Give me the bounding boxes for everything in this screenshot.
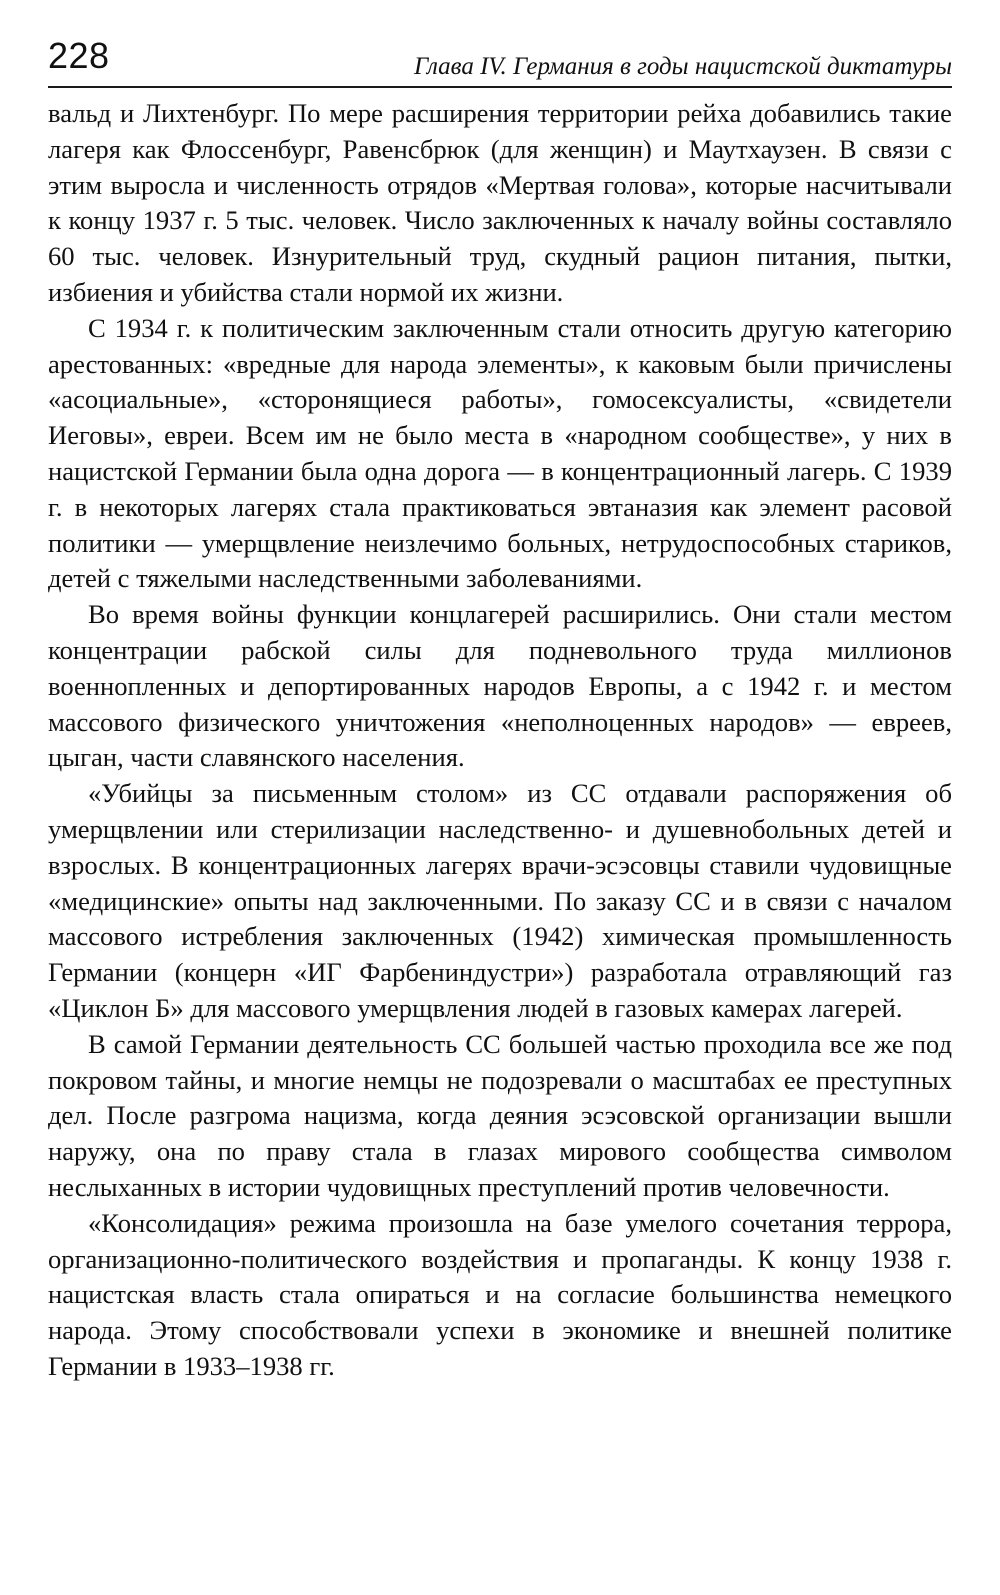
paragraph: С 1934 г. к политическим заключенным стали относить другую категорию арестованных: «вредные для народа элементы», к каковым были причислены «асоциальные», «сторонящиеся работы», гомосексуалисты, «свидетели Иеговы», евреи. Всем им не было места в «народном сообществе», у них в нацистской Германии была одна дорога — в концентрационный лагерь. С 1939 г. в некоторых лагерях стала практиковаться эвтаназия как элемент расовой политики — умерщвление неизлечимо больных, нетрудоспособных стариков, детей с тяжелыми наследственными заболеваниями. xyxy=(48,312,952,594)
paragraph: «Убийцы за письменным столом» из СС отдавали распоряжения об умерщвлении или стерилизации наследственно- и душевнобольных детей и взрослых. В концентрационных лагерях врачи-эсэсовцы ставили чудовищные «медицинские» опыты над заключенными. По заказу СС и в связи с началом массового истребления заключенных (1942) химическая промышленность Германии (концерн «ИГ Фарбениндустри») разработала отравляющий газ «Циклон Б» для массового умерщвления людей в газовых камерах лагерей. xyxy=(48,778,952,1023)
page-number: 228 xyxy=(48,35,110,76)
running-head: Глава IV. Германия в годы нацистской диктатуры xyxy=(414,53,952,80)
body-text xyxy=(48,96,952,1385)
page-header xyxy=(48,30,952,88)
paragraph: Во время войны функции концлагерей расширились. Они стали местом концентрации рабской силы для подневольного труда миллионов военнопленных и депортированных народов Европы, а с 1942 г. и местом массового физического уничтожения «неполноценных народов» — евреев, цыган, части славянского населения. xyxy=(48,599,952,773)
paragraph: В самой Германии деятельность СС большей частью проходила все же под покровом тайны, и многие немцы не подозревали о масштабах ее преступных дел. После разгрома нацизма, когда деяния эсэсовской организации вышли наружу, она по праву стала в глазах мирового сообщества символом неслыханных в истории чудовищных преступлений против человечности. xyxy=(48,1028,952,1202)
paragraph: «Консолидация» режима произошла на базе умелого сочетания террора, организационно-политического воздействия и пропаганды. К концу 1938 г. нацистская власть стала опираться и на согласие большинства немецкого народа. Этому способствовали успехи в экономике и внешней политике Германии в 1933–1938 гг. xyxy=(48,1207,952,1381)
paragraph: вальд и Лихтенбург. По мере расширения территории рейха добавились такие лагеря как Флоссенбург, Равенсбрюк (для женщин) и Маутхаузен. В связи с этим выросла и численность отрядов «Мертвая голова», которые насчитывали к концу 1937 г. 5 тыс. человек. Число заключенных к началу войны составляло 60 тыс. человек. Изнурительный труд, скудный рацион питания, пытки, избиения и убийства стали нормой их жизни. xyxy=(48,98,952,307)
book-page xyxy=(48,30,952,1385)
